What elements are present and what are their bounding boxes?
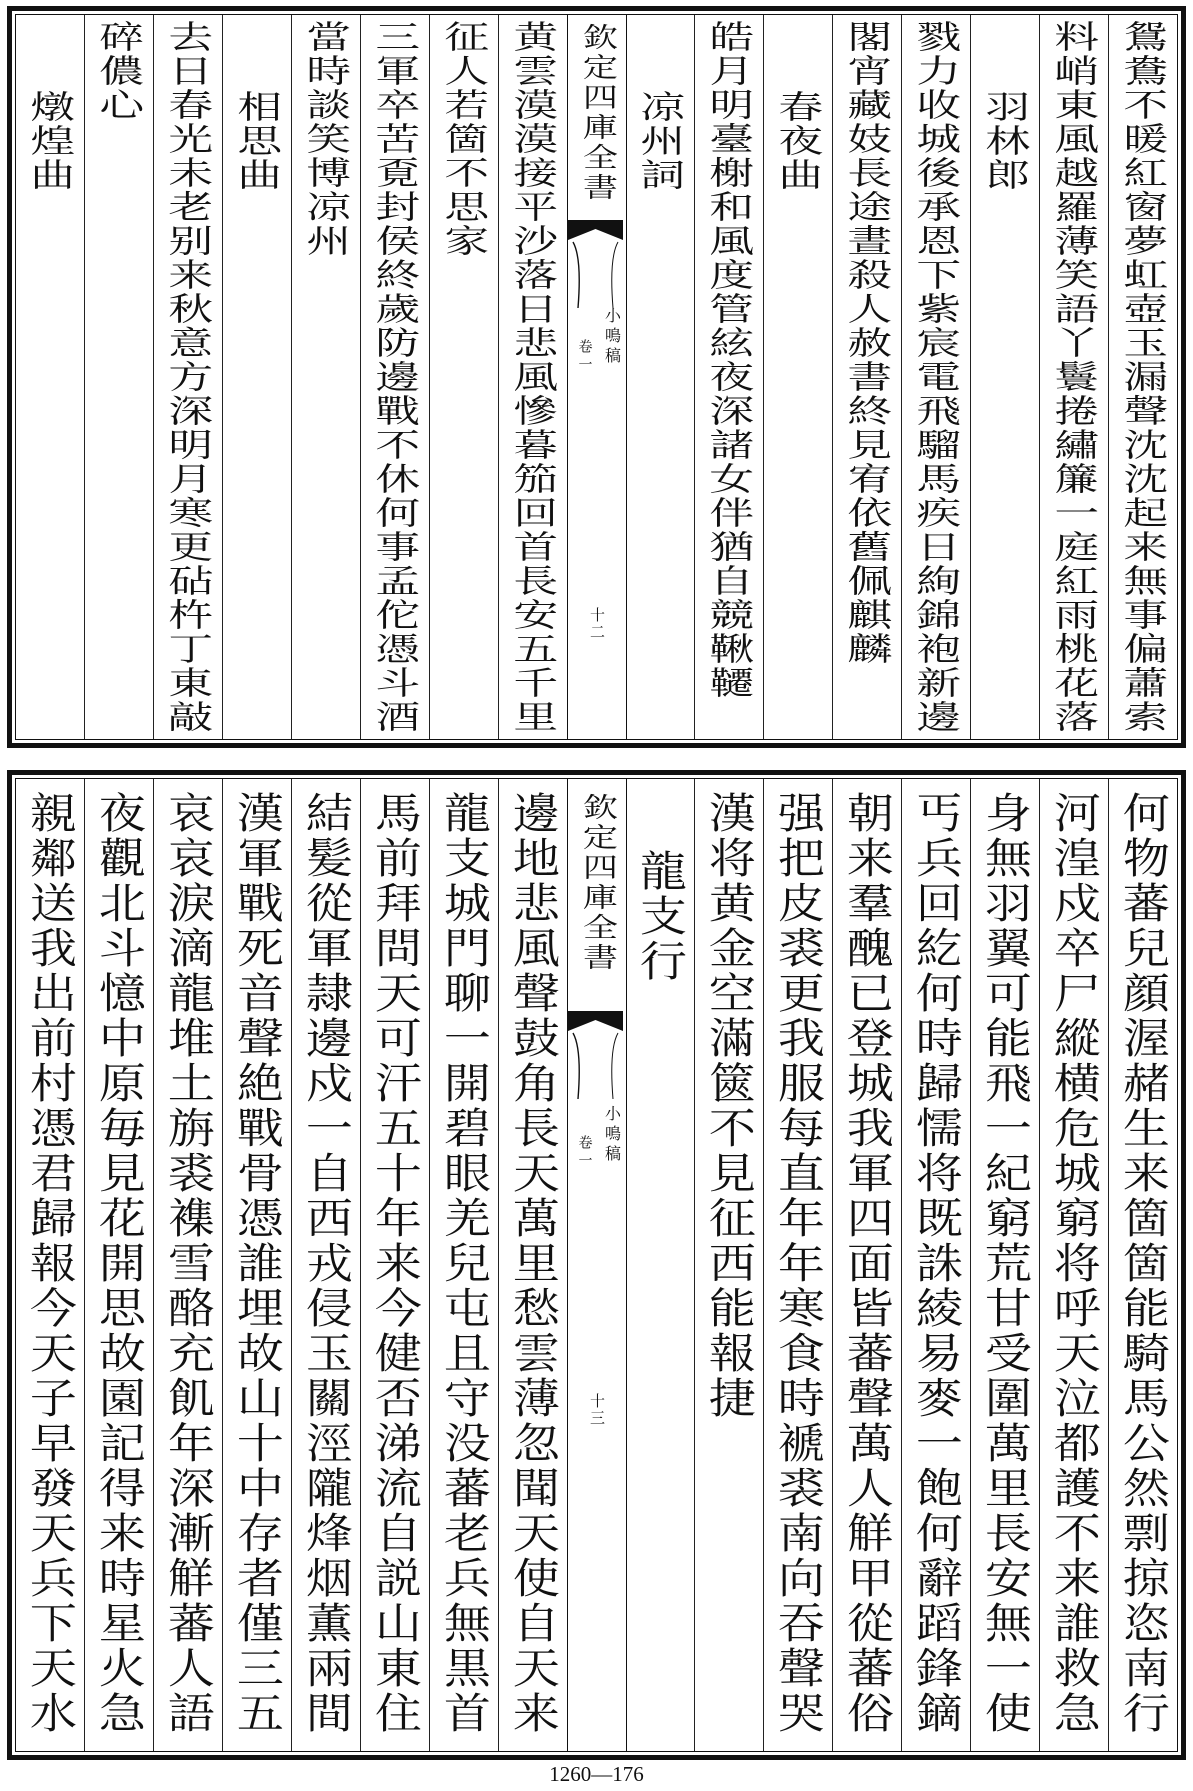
gutter-collection-title: 小鳴稿 [602,1105,622,1165]
column-text: 去日春光未老别来秋意方深明月寒更砧杵丁東敲 [161,20,215,734]
text-column [222,779,291,1751]
gutter-volume-label: 卷一 [576,1135,593,1171]
column-text: 征人若箇不思家 [436,20,491,258]
poem-title: 羽林郎 [978,90,1032,192]
column-text: 强把皮裘更我服每直年年寒食時褫裘南向吞聲哭 [771,791,827,1736]
text-column [1039,15,1108,739]
column-text: 三軍卒苦覔封侯終歲防邊戰不休何事孟佗憑斗酒 [368,20,422,734]
column-text: 夜觀北斗憶中原毎見花開思故園記得来時星火急 [92,791,147,1736]
poem-title: 春夜曲 [771,90,825,192]
text-column [1039,779,1108,1751]
poem-title: 相思曲 [230,90,284,192]
column-text: 丐兵回紇何時歸懦将既誅綾易麥一飽何辭蹈鋒鏑 [909,791,965,1736]
gutter-folio-number: 十三 [588,1393,606,1427]
column-text: 黄雲漠漠接平沙落日悲風慘暮笳回首長安五千里 [505,20,560,734]
title-column [970,15,1039,739]
text-column [694,15,763,739]
column-text: 親鄰送我出前村憑君歸報今天子早發天兵下天水 [23,791,78,1736]
text-column [84,15,153,739]
column-text: 皓月明臺榭和風度管絃夜深諸女伴猶自競鞦韆 [702,20,757,700]
poem-title: 凉州詞 [633,90,688,192]
column-text: 朝来羣醜已登城我軍四面皆蕃聲萬人觧甲從蕃俗 [840,791,896,1736]
column-text: 身無羽翼可能飛一紀窮荒甘受圍萬里長安無一使 [978,791,1034,1736]
gutter-book-title-wrap [568,23,626,203]
column-text: 何物蕃兒顔渥赭生来箇箇能騎馬公然剽掠恣南行 [1116,791,1172,1736]
text-column [84,779,153,1751]
column-text: 馬前拜問天可汗五十年来今健否涕流自説山東住 [367,791,423,1736]
text-column [832,779,901,1751]
column-text: 哀哀淚滴龍堆土旃裘襍雪酪充飢年深漸觧蕃人語 [160,791,216,1736]
text-column [360,15,429,739]
gutter-book-title: 欽定四庫全書 [576,793,617,973]
column-text: 龍支城門聊一開碧眼羌兒屯且守没蕃老兵無黒首 [436,791,492,1736]
text-column [360,779,429,1751]
column-text: 邊地悲風聲鼓角長天萬里愁雲薄忽聞天使自天来 [505,791,561,1736]
text-column [429,779,498,1751]
column-text: 閣宵藏妓長途晝殺人赦書終見宥依舊佩麒麟 [840,20,894,666]
gutter-folio-number-wrap [568,1393,626,1427]
column-text: 碎儂心 [92,20,146,122]
poem-title: 燉煌曲 [23,90,77,192]
text-column [498,779,567,1751]
fish-tail-mark [568,1009,623,1099]
text-column [1108,779,1177,1751]
gutter-book-title: 欽定四庫全書 [576,23,617,203]
text-column [429,15,498,739]
text-column [291,15,360,739]
text-column [16,779,84,1751]
text-column [832,15,901,739]
text-column [763,779,832,1751]
title-column [627,15,695,739]
column-text: 漢軍戰死音聲絶戰骨憑誰埋故山十中存者僅三五 [229,791,285,1736]
lower-folio-columns [15,778,1178,1752]
text-column [153,779,222,1751]
column-text: 漢将黄金空滿篋不見征西能報捷 [702,791,758,1421]
text-column [1108,15,1177,739]
poem-title: 龍支行 [633,849,689,984]
upper-folio-columns [15,14,1178,740]
text-column [694,779,763,1751]
column-text: 當時談笑博凉州 [299,20,353,258]
lower-folio [7,770,1186,1760]
folio-gutter [567,15,627,739]
page-number: 1260—176 [549,1762,644,1786]
text-column [153,15,222,739]
text-column [901,15,970,739]
title-column [627,779,695,1751]
text-column [901,779,970,1751]
title-column [16,15,84,739]
text-column [291,779,360,1751]
upper-folio [7,6,1186,748]
title-column [763,15,832,739]
text-column [498,15,567,739]
column-text: 鴛鴦不暖紅窗夢虹壺玉漏聲沈沈起来無事偏蕭索 [1116,20,1170,734]
fish-tail-mark [568,218,623,308]
folio-gutter [567,779,627,1751]
gutter-collection-title: 小鳴稿 [602,307,622,367]
column-text: 河湟戍卒尸縱横危城窮将呼天泣都護不来誰救急 [1047,791,1103,1736]
text-column [970,779,1039,1751]
column-text: 料峭東風越羅薄笑語丫鬟捲繡簾一庭紅雨桃花落 [1047,20,1101,734]
column-text: 戮力收城後承恩下紫宸電飛騮馬疾日絢錦袍新邊 [909,20,963,734]
title-column [222,15,291,739]
gutter-folio-number-wrap [568,607,626,641]
gutter-folio-number: 十二 [588,607,606,641]
column-text: 結髪從軍隷邊戍一自西戎侵玉關涇隴烽烟薫兩間 [298,791,354,1736]
gutter-volume-label: 卷一 [576,339,593,375]
gutter-book-title-wrap [568,793,626,973]
